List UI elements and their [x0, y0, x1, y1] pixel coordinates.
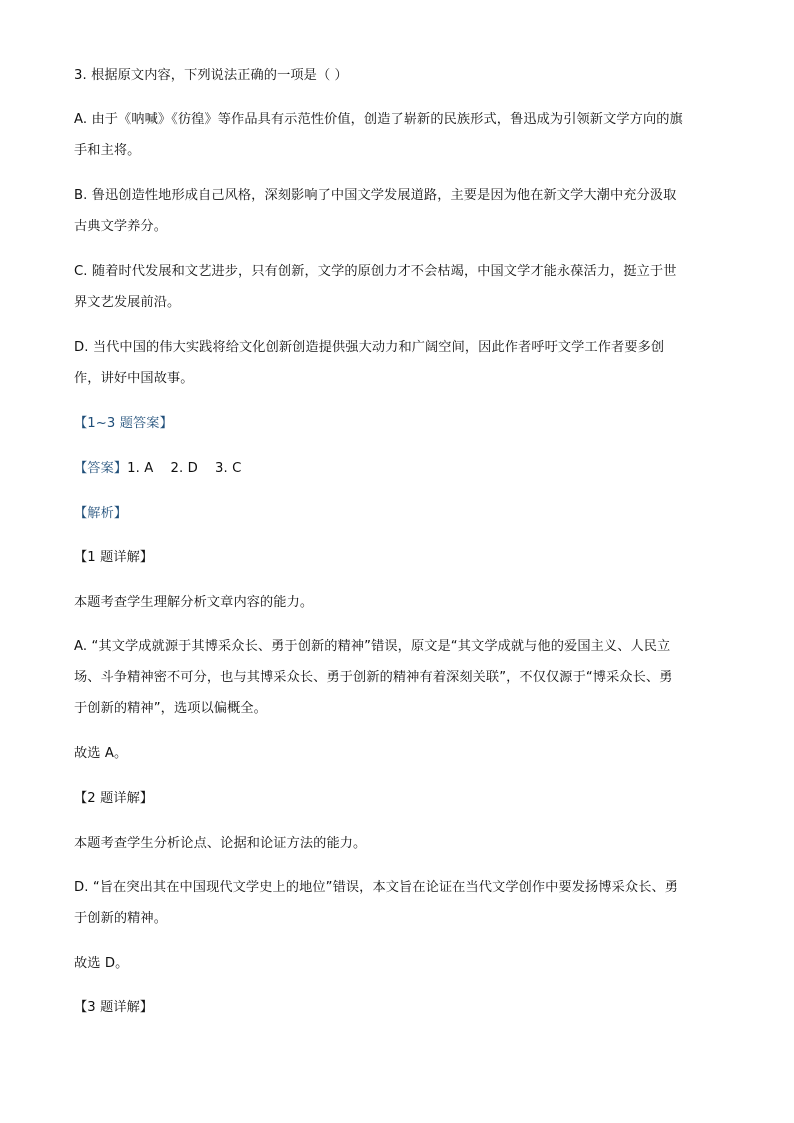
q1-intro: 本题考查学生理解分析文章内容的能力。: [74, 595, 314, 610]
analysis-title: 【解析】: [74, 506, 128, 521]
q2-detail-title: 【2 题详解】: [74, 791, 154, 806]
answers-section-title: 【1~3 题答案】: [74, 416, 173, 431]
q2-explanation-line-1: D. “旨在突出其在中国现代文学史上的地位”错误，本文旨在论证在当代文学创作中要发扬博采众长、勇: [74, 880, 679, 895]
answers-line: [74, 460, 241, 478]
q2-intro: 本题考查学生分析论点、论据和论证方法的能力。: [74, 836, 367, 851]
q2-choice: 故选 D。: [74, 956, 129, 971]
option-a-line-2: 手和主将。: [74, 143, 141, 158]
q1-detail-title: 【1 题详解】: [74, 550, 154, 565]
q1-choice: 故选 A。: [74, 746, 128, 761]
option-c-line-1: C. 随着时代发展和文艺进步，只有创新，文学的原创力才不会枯竭，中国文学才能永葆活力，挺立于世: [74, 264, 677, 279]
option-d-line-2: 作，讲好中国故事。: [74, 371, 194, 386]
answers-label: 【答案】: [74, 461, 128, 476]
q1-explanation-line-3: 于创新的精神”，选项以偏概全。: [74, 701, 267, 716]
option-a-line-1: A. 由于《呐喊》《彷徨》等作品具有示范性价值，创造了崭新的民族形式，鲁迅成为引领新文学方向的旗: [74, 112, 683, 127]
option-c-line-2: 界文艺发展前沿。: [74, 295, 181, 310]
q3-detail-title: 【3 题详解】: [74, 1000, 154, 1015]
option-d-line-1: D. 当代中国的伟大实践将给文化创新创造提供强大动力和广阔空间，因此作者呼吁文学工作者要多创: [74, 340, 665, 355]
answers-values: 1. A 2. D 3. C: [127, 461, 242, 476]
question-3-stem: 3. 根据原文内容，下列说法正确的一项是（ ）: [74, 68, 348, 83]
q2-explanation-line-2: 于创新的精神。: [74, 911, 168, 926]
option-b-line-1: B. 鲁迅创造性地形成自己风格，深刻影响了中国文学发展道路，主要是因为他在新文学大潮中充分汲取: [74, 188, 677, 203]
option-b-line-2: 古典文学养分。: [74, 219, 168, 234]
q1-explanation-line-2: 场、斗争精神密不可分，也与其博采众长、勇于创新的精神有着深刻关联”，不仅仅源于“博采众长、勇: [74, 670, 673, 685]
q1-explanation-line-1: A. “其文学成就源于其博采众长、勇于创新的精神”错误，原文是“其文学成就与他的爱国主义、人民立: [74, 639, 671, 654]
